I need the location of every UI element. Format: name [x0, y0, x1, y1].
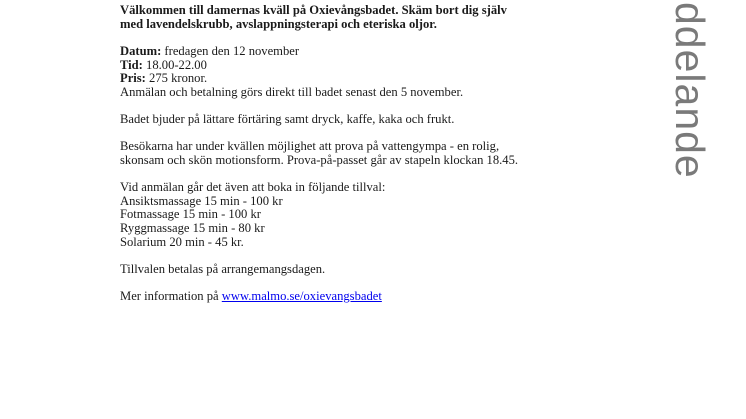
intro-line: Välkommen till damernas kväll på Oxievångsbadet. Skäm bort dig själv	[120, 3, 507, 17]
side-label	[667, 2, 713, 232]
price-value: 275 kronor.	[145, 71, 208, 86]
side-label-text: ddelande	[667, 2, 713, 179]
time-row	[120, 59, 600, 73]
addons-intro: Vid anmälan går det även att boka in följande tillval:	[120, 180, 386, 195]
price-row	[120, 72, 600, 86]
payment-note: Tillvalen betalas på arrangemangsdagen.	[120, 261, 326, 276]
activity-paragraph	[120, 140, 600, 167]
refreshments-paragraph: Badet bjuder på lättare förtäring samt dryck, kaffe, kaka och frukt.	[120, 112, 455, 127]
registration-text: Anmälan och betalning görs direkt till badet senast den 5 november.	[120, 84, 464, 99]
event-details	[120, 45, 600, 99]
date-row	[120, 45, 600, 59]
price-label: Pris:	[120, 71, 146, 86]
date-value: fredagen den 12 november	[161, 44, 300, 59]
time-value: 18.00-22.00	[142, 57, 207, 72]
activity-line: skonsam och skön motionsform. Prova-på-passet går av stapeln klockan 18.45.	[120, 152, 519, 167]
addons-paragraph	[120, 181, 600, 249]
intro-line: med lavendelskrubb, avslappningsterapi och eteriska oljor.	[120, 16, 437, 31]
addon-item: Ryggmassage 15 min - 80 kr	[120, 220, 265, 235]
addon-item: Ansiktsmassage 15 min - 100 kr	[120, 193, 283, 208]
date-label: Datum:	[120, 44, 162, 59]
time-label: Tid:	[120, 57, 143, 72]
more-info-link[interactable]: www.malmo.se/oxievangsbadet	[221, 288, 382, 303]
more-info-paragraph	[120, 290, 600, 304]
intro-paragraph	[120, 4, 600, 31]
addon-item: Fotmassage 15 min - 100 kr	[120, 207, 261, 222]
press-release-body	[120, 4, 600, 317]
more-info-prefix: Mer information på	[120, 288, 222, 303]
addon-item: Solarium 20 min - 45 kr.	[120, 234, 244, 249]
activity-line: Besökarna har under kvällen möjlighet att prova på vattengympa - en rolig,	[120, 139, 500, 154]
